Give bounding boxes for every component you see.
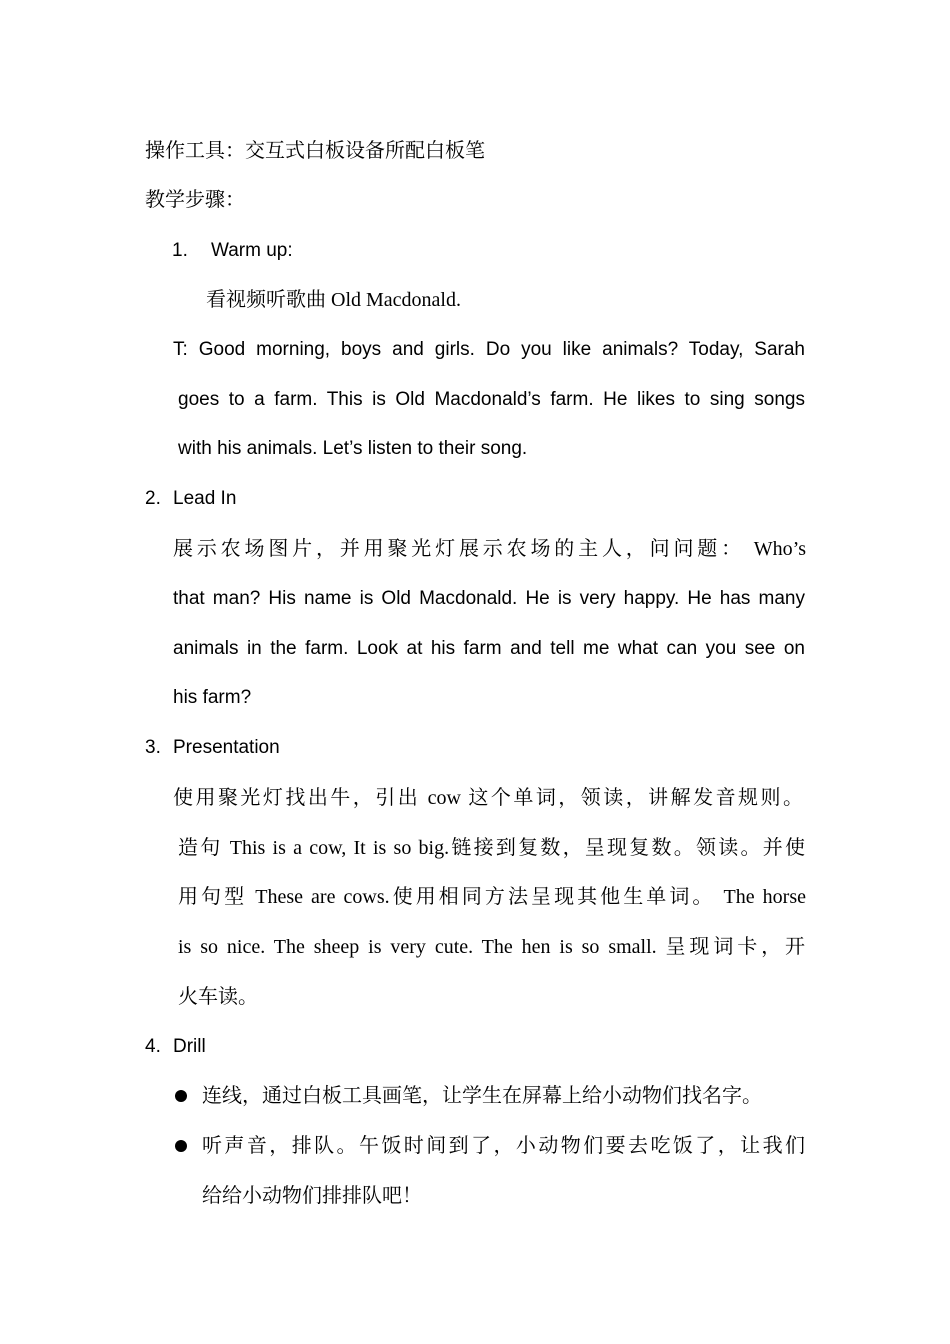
step3-title: Presentation (173, 737, 280, 758)
step3-line-1: 使用聚光灯找出牛，引出 cow 这个单词，领读，讲解发音规则。 (173, 787, 803, 809)
step1-activity: 看视频听歌曲 Old Macdonald. (206, 289, 461, 311)
step2-line-4: his farm? (173, 687, 252, 708)
bullet-dot-icon (175, 1090, 187, 1102)
step1-number: 1. (172, 240, 188, 261)
step3-line-2: 造句 This is a cow, It is so big.链接到复数，呈现复数。领读。并使 (178, 837, 805, 859)
step4-number: 4. (145, 1036, 161, 1057)
step2-line-1: 展示农场图片，并用聚光灯展示农场的主人，问问题： Who’s (173, 538, 806, 560)
step2-line-2: that man? His name is Old Macdonald. He is very happy. He has many (173, 588, 805, 609)
step1-teacher-line-2: goes to a farm. This is Old Macdonald’s farm. He likes to sing songs (178, 389, 805, 410)
step2-number: 2. (145, 488, 161, 509)
tools-line: 操作工具：交互式白板设备所配白板笔 (145, 140, 485, 162)
step1-teacher-line-1: T: Good morning, boys and girls. Do you like animals? Today, Sarah (173, 339, 805, 360)
step2-title: Lead In (173, 488, 237, 509)
step4-bullet-1-line-1: 连线，通过白板工具画笔，让学生在屏幕上给小动物们找名字。 (202, 1085, 762, 1107)
step1-title: Warm up: (211, 240, 293, 261)
step3-line-4: is so nice. The sheep is very cute. The hen is so small. 呈现词卡，开 (178, 936, 805, 958)
bullet-dot-icon (175, 1140, 187, 1152)
step3-number: 3. (145, 737, 161, 758)
step3-line-3: 用句型 These are cows.使用相同方法呈现其他生单词。 The horse (178, 886, 806, 908)
step2-line-3: animals in the farm. Look at his farm and tell me what can you see on (173, 638, 805, 659)
step4-title: Drill (173, 1036, 206, 1057)
step4-bullet-2-line-1: 听声音，排队。午饭时间到了，小动物们要去吃饭了，让我们 (202, 1135, 805, 1157)
step1-teacher-line-3: with his animals. Let’s listen to their song. (178, 438, 528, 459)
steps-heading: 教学步骤： (145, 189, 245, 211)
step3-line-5: 火车读。 (178, 986, 258, 1008)
step4-bullet-2-line-2: 给给小动物们排排队吧！ (202, 1185, 422, 1207)
